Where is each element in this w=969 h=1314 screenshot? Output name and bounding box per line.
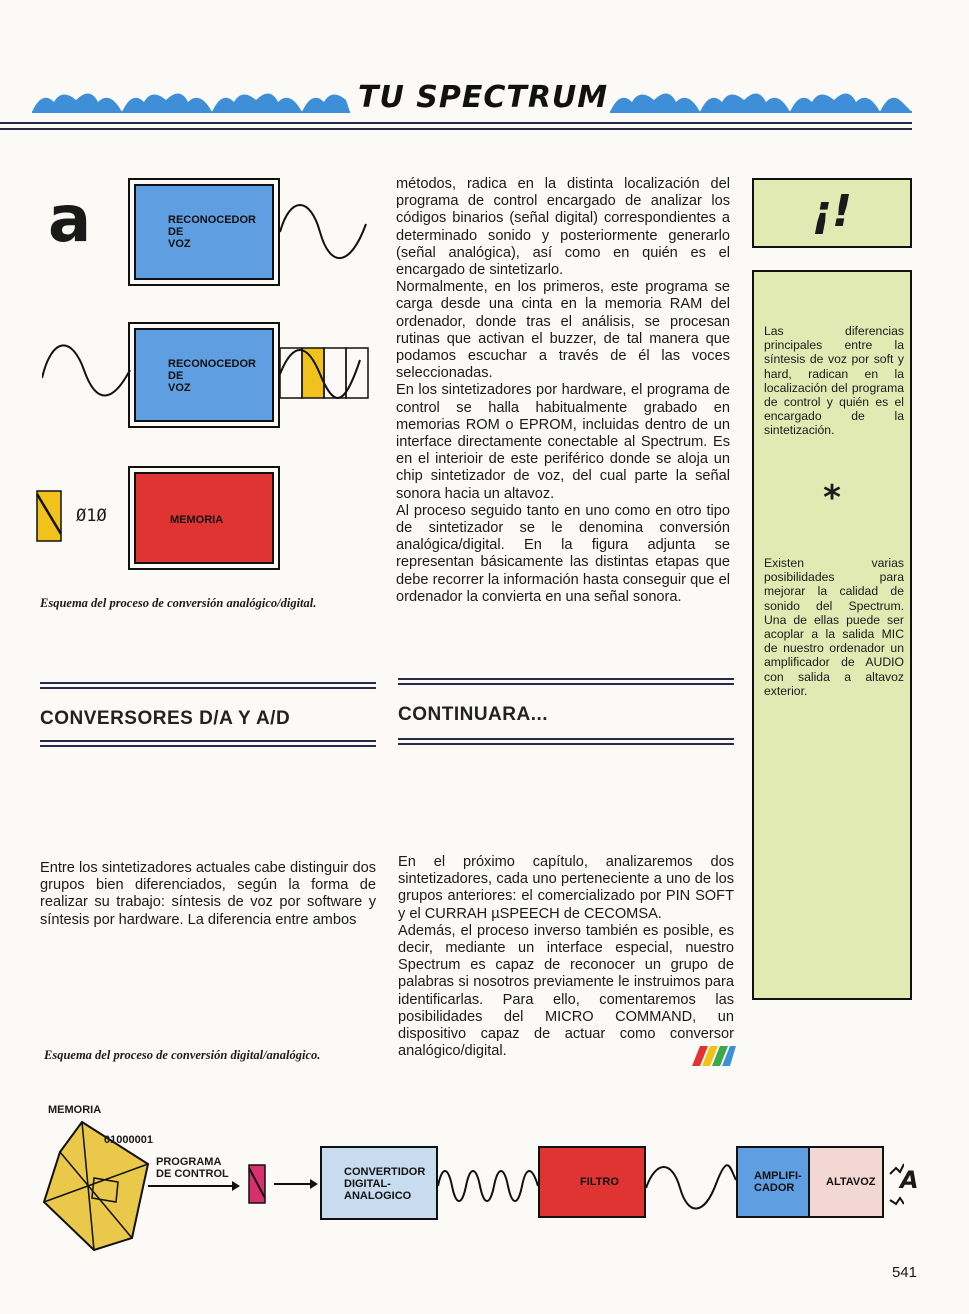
header-title: TU SPECTRUM — [358, 80, 609, 115]
diagram-b-caption: Esquema del proceso de conversión digital/analógico. — [44, 1048, 321, 1062]
sidebar-asterisk: * — [823, 478, 841, 518]
section-rule-left-top — [40, 682, 376, 689]
paragraph: métodos, radica en la distinta localización del programa de control encargado de analizar los códigos binarios (señal digital) correspondientes a determinado sonido y posteriormente generarlo (señal analógica), así como en quién es el encargado de sintetizarlo. — [396, 176, 730, 279]
arrow-to-converter — [274, 1178, 318, 1190]
digital-sample-cells — [280, 344, 372, 400]
diagram-a-caption: Esquema del proceso de conversión analógico/digital. — [40, 596, 317, 610]
memoria-label: MEMORIA — [48, 1104, 102, 1116]
bits-label: 01000001 — [104, 1134, 153, 1146]
header-rule-top — [0, 122, 912, 124]
analog-wave-input — [42, 340, 132, 400]
sidebar-text-2: Existen varias posibilidades para mejorar la calidad de sonido del Spectrum. Una de ellas puede ser acoplar a la salida MIC de nuestro ordenador un amplificador de AUDIO con salida a altavoz exterior. — [764, 556, 904, 698]
left-bottom-text — [40, 860, 376, 929]
voice-recognizer-box-2-inner: RECONOCEDOR DE VOZ — [134, 328, 274, 422]
paragraph: En el próximo capítulo, analizaremos dos sintetizadores, cada uno perteneciente a uno de los grupos anteriores: el comercializado por PIN SOFT y el CURRAH µSPEECH de CECOMSA. — [398, 854, 734, 922]
analog-wave-output — [280, 200, 370, 264]
page-number: 541 — [891, 1264, 917, 1281]
converter-box: CONVERTIDOR DIGITAL- ANALOGICO — [320, 1146, 438, 1220]
sound-letter: A — [900, 1166, 919, 1194]
digital-sample-cell — [36, 490, 62, 542]
right-bottom-text — [398, 854, 734, 1060]
header-rule-bottom — [0, 128, 912, 130]
voice-recognizer-box-1-inner: RECONOCEDOR DE VOZ — [134, 184, 274, 280]
header-wave-decoration-left — [32, 86, 350, 114]
header-wave-decoration-right — [610, 86, 912, 114]
filter-box: FILTRO — [538, 1146, 646, 1218]
sidebar-text-1: Las diferencias principales entre la síntesis de voz por soft y hard, radican en la localización del programa de control y quién es el encargado de la sintetización. — [764, 324, 904, 438]
digital-sample-cell-magenta — [248, 1164, 266, 1204]
voice-recognizer-box-1 — [128, 178, 280, 286]
programa-label: PROGRAMA DE CONTROL — [156, 1156, 229, 1180]
speaker-box: ALTAVOZ — [808, 1146, 884, 1218]
section-rule-right-top — [398, 678, 734, 685]
paragraph: Además, el proceso inverso también es posible, es decir, mediante un interface especial, nuestro Spectrum es capaz de reconocer un grupo de palabras si nosotros previamente le instruimos para identificarlas. Para ello, comentaremos las posibilidades del MICRO COMMAND, un dispositivo capaz de actuar como conversor analógico/digital. — [398, 922, 734, 1060]
middle-column-text — [396, 176, 730, 606]
diagram-letter: a — [48, 183, 92, 257]
paragraph: Normalmente, en los primeros, este programa se carga desde una cinta en la memoria RAM del ordenador, donde tras el análisis, se procesan rutinas que activan el buzzer, de tal manera que podamos escuchar a través de él las voces seleccionadas. — [396, 279, 730, 382]
amplifier-box: AMPLIFI- CADOR — [736, 1146, 810, 1218]
paragraph: En los sintetizadores por hardware, el programa de control se halla habitualmente grabado en memorias ROM o EPROM, incluidas dentro de un interface directamente conectable al Spectrum. Es en el interioir de este periférico donde se aloja un chip sintetizador de voz, del cual parte la señal sonora hacia un altavoz. — [396, 382, 730, 502]
paragraph: Al proceso seguido tanto en uno como en otro tipo de sintetizador se le denomina conversión analógica/digital. En la figura adjunta se representan básicamente las distintas etapas que debe recorrer la información hasta conseguir que el ordenador la convierta en una señal sonora. — [396, 502, 730, 605]
sidebar-note-header — [752, 178, 912, 248]
sidebar-note — [752, 270, 912, 1000]
memory-box-inner: MEMORIA — [134, 472, 274, 564]
programa-arrow — [148, 1180, 240, 1192]
signal-wave-1 — [438, 1160, 538, 1212]
section-rule-left-bottom — [40, 740, 376, 747]
sidebar-exclamation: ¡! — [811, 186, 853, 237]
memory-box — [128, 466, 280, 570]
section-heading-continuara: CONTINUARA... — [398, 704, 549, 725]
section-heading-conversores: CONVERSORES D/A Y A/D — [40, 708, 291, 729]
signal-wave-2 — [646, 1160, 736, 1212]
binary-value: Ø1Ø — [76, 506, 107, 526]
section-rule-right-bottom — [398, 738, 734, 745]
voice-recognizer-box-2 — [128, 322, 280, 428]
paragraph: Entre los sintetizadores actuales cabe distinguir dos grupos bien diferenciados, según la forma de realizar su trabajo: síntesis de voz por software y síntesis por hardware. La diferencia entre ambos — [40, 860, 376, 928]
spectrum-stripes-logo — [688, 1046, 736, 1066]
